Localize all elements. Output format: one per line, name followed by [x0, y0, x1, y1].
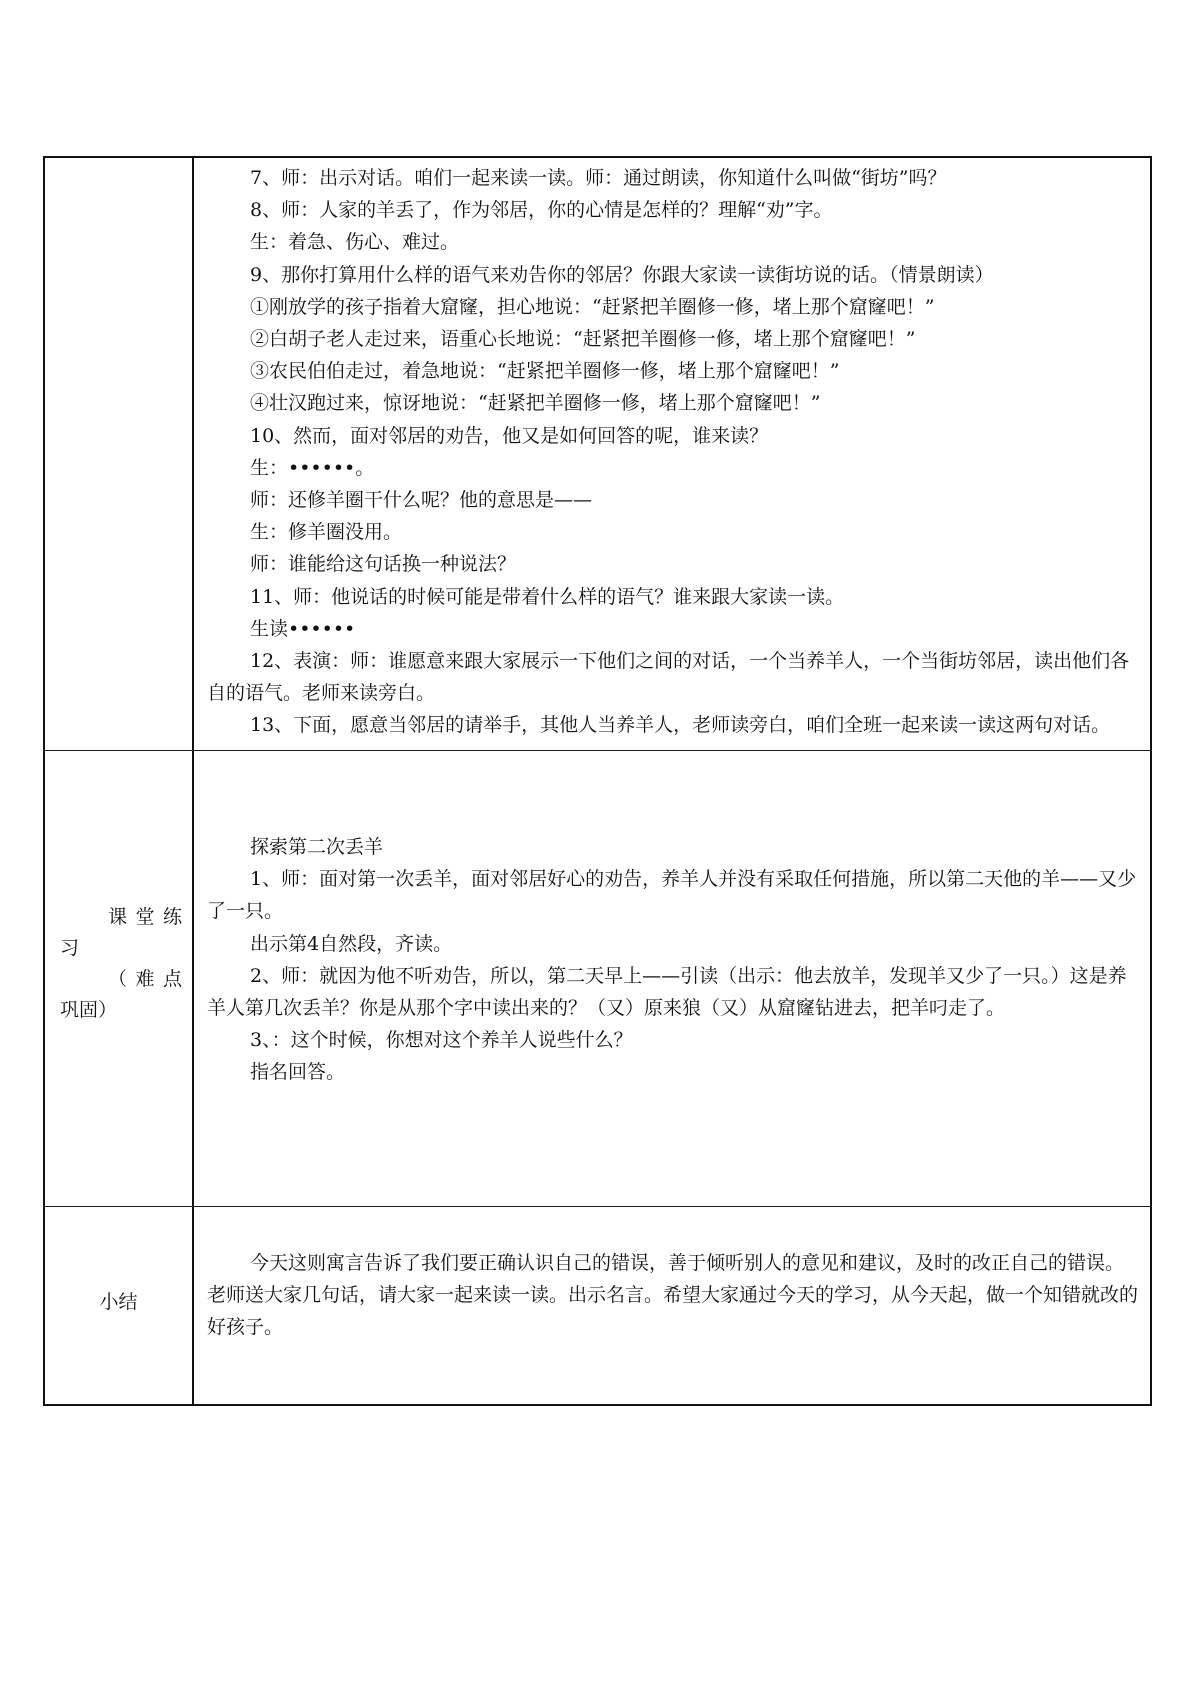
paragraph: 今天这则寓言告诉了我们要正确认识自己的错误，善于倾听别人的意见和建议，及时的改正自己的错误。老师送大家几句话，请大家一起来读一读。出示名言。希望大家通过今天的学习，从今天起，做一个知错就改的好孩子。 [207, 1252, 1139, 1339]
label-line: （难点 [108, 968, 182, 990]
paragraph: ②白胡子老人走过来，语重心长地说：“赶紧把羊圈修一修，堵上那个窟窿吧！” [250, 328, 916, 351]
paragraph: 1、师：面对第一次丢羊，面对邻居好心的劝告，养羊人并没有采取任何措施，所以第二天他的羊——又少了一只。 [207, 868, 1137, 923]
paragraph: 生：••••••。 [250, 456, 375, 479]
label-line: 课堂练 [108, 906, 182, 928]
paragraph: 2、师：就因为他不听劝告，所以，第二天早上——引读（出示：他去放羊，发现羊又少了一只。）这是养羊人第几次丢羊？你是从那个字中读出来的？（又）原来狼（又）从窟窿钻进去，把羊叼走了。 [207, 964, 1127, 1020]
paragraph: ③农民伯伯走过，着急地说：“赶紧把羊圈修一修，堵上那个窟窿吧！” [250, 360, 840, 383]
paragraph: 出示第4自然段，齐读。 [250, 932, 453, 955]
lesson-plan-table [43, 156, 1152, 1406]
paragraph: 师：还修羊圈干什么呢？他的意思是—— [250, 489, 593, 512]
paragraph: 12、表演：师：谁愿意来跟大家展示一下他们之间的对话，一个当养羊人，一个当街坊邻居，读出他们各自的语气。老师来读旁白。 [207, 650, 1130, 705]
paragraph: 13、下面，愿意当邻居的请举手，其他人当养羊人，老师读旁白，咱们全班一起来读一读这两句对话。 [250, 714, 1111, 737]
row-content-cell [193, 157, 1151, 751]
row-content-cell [193, 751, 1151, 1207]
paragraph: 11、师：他说话的时候可能是带着什么样的语气？谁来跟大家读一读。 [250, 585, 845, 608]
table-row [44, 1207, 1151, 1406]
paragraph: ①刚放学的孩子指着大窟窿，担心地说：“赶紧把羊圈修一修，堵上那个窟窿吧！” [250, 295, 935, 318]
dialogue-reading-section [194, 158, 1150, 742]
paragraph: 探索第二次丢羊 [250, 836, 384, 858]
paragraph: 生读•••••• [250, 617, 356, 640]
paragraph: 生：着急、伤心、难过。 [250, 231, 460, 254]
paragraph: 3、：这个时候，你想对这个养羊人说些什么？ [250, 1029, 633, 1052]
practice-section [194, 751, 1150, 1089]
row-label-cell [44, 1207, 193, 1406]
paragraph: 指名回答。 [250, 1061, 346, 1084]
row-label-cell [44, 751, 193, 1207]
paragraph: 10、然而，面对邻居的劝告，他又是如何回答的呢，谁来读？ [250, 424, 769, 447]
row-label: 小结 [99, 1291, 138, 1313]
paragraph: 师：谁能给这句话换一种说法？ [250, 553, 517, 576]
paragraph: 生：修羊圈没用。 [250, 521, 403, 544]
table-row [44, 157, 1151, 751]
label-line: 习 [60, 937, 80, 959]
paragraph: ④壮汉跑过来，惊讶地说：“赶紧把羊圈修一修，堵上那个窟窿吧！” [250, 392, 821, 415]
row-content-cell [193, 1207, 1151, 1406]
table-row [44, 751, 1151, 1207]
row-label-cell [44, 157, 193, 751]
row-label [45, 751, 192, 1026]
paragraph: 7、师：出示对话。咱们一起来读一读。师：通过朗读，你知道什么叫做“街坊”吗？ [250, 167, 947, 189]
summary-section [194, 1207, 1150, 1344]
label-line: 巩固） [60, 999, 118, 1021]
paragraph: 9、那你打算用什么样的语气来劝告你的邻居？你跟大家读一读街坊说的话。（情景朗读） [250, 263, 994, 286]
paragraph: 8、师：人家的羊丢了，作为邻居，你的心情是怎样的？理解“劝”字。 [250, 199, 833, 222]
